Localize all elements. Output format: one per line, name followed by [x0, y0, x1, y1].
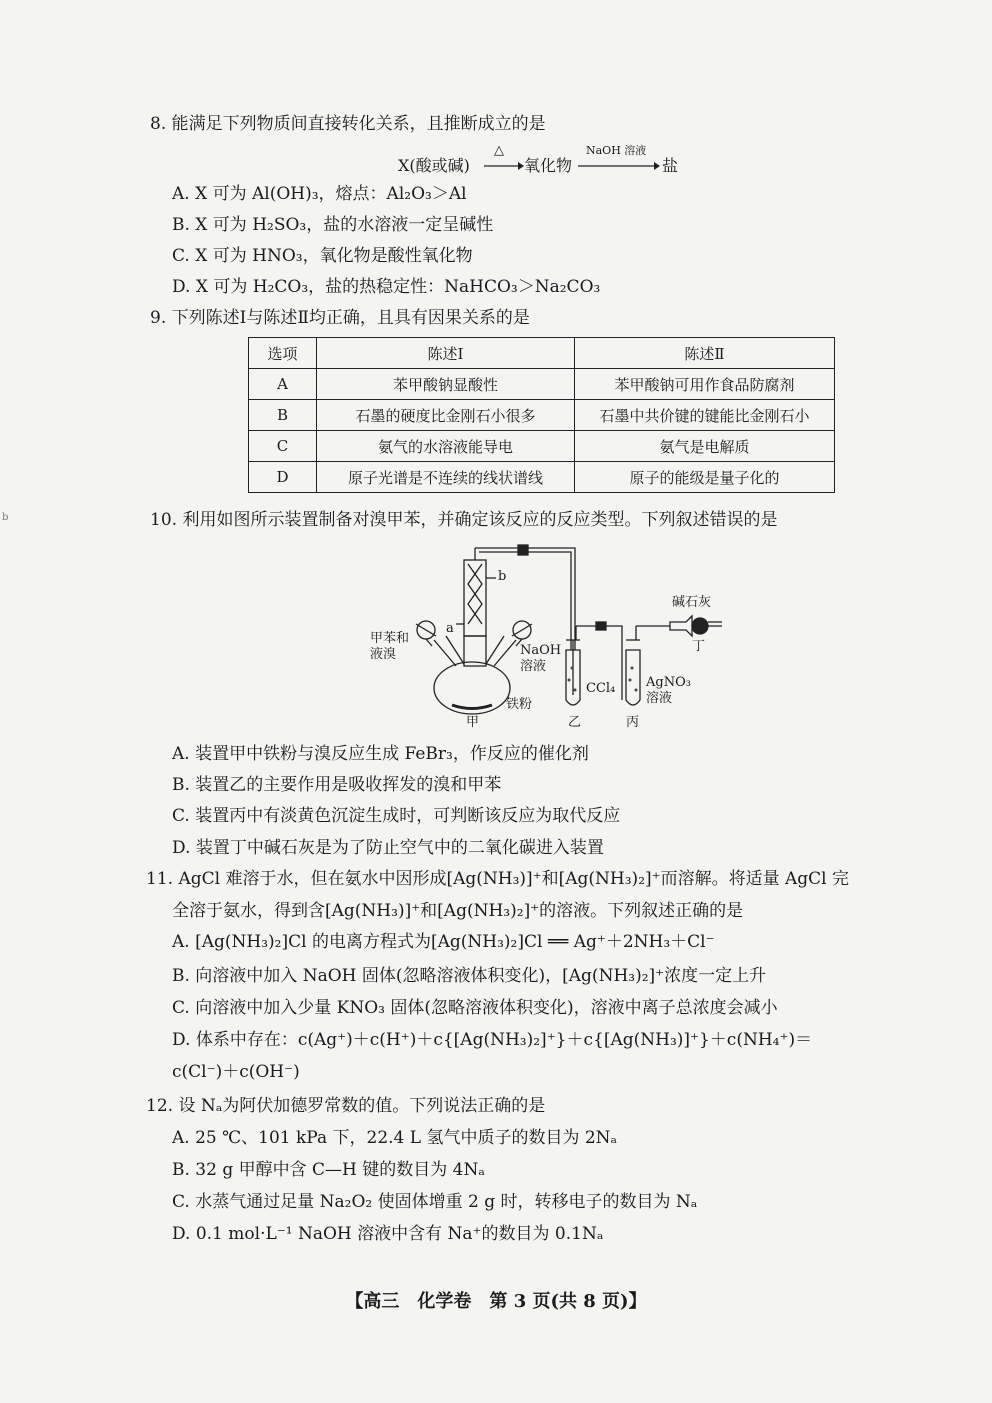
q12-stem: 12. 设 Nₐ为阿伏加德罗常数的值。下列说法正确的是 [146, 1096, 546, 1116]
scheme-naoh-condition: NaOH 溶液 [586, 144, 647, 157]
q8-conversion-scheme [398, 143, 698, 179]
table-cell: 原子光谱是不连续的线状谱线 [317, 462, 575, 493]
q11-option-d: D. 体系中存在：c(Ag⁺)＋c(H⁺)＋c{[Ag(NH₃)₂]⁺}＋c{[Ag(NH₃)]⁺}＋c(NH₄⁺)＝ [172, 1030, 813, 1050]
label-iron-powder: 铁粉 [506, 697, 533, 712]
q11-option-c: C. 向溶液中加入少量 KNO₃ 固体(忽略溶液体积变化)，溶液中离子总浓度会减小 [172, 998, 778, 1018]
label-reagent-2: 液溴 [370, 647, 397, 662]
header-statement-1: 陈述Ⅰ [317, 338, 575, 369]
q12-option-b: B. 32 g 甲醇中含 C—H 键的数目为 4Nₐ [172, 1160, 485, 1180]
table-cell: D [249, 462, 317, 493]
q10-option-c: C. 装置丙中有淡黄色沉淀生成时，可判断该反应为取代反应 [172, 806, 621, 826]
q11-option-d-continued: c(Cl⁻)＋c(OH⁻) [172, 1062, 300, 1082]
table-row [249, 400, 835, 431]
label-soda-lime: 碱石灰 [672, 595, 712, 610]
label-yi: 乙 [568, 715, 582, 730]
table-row [249, 462, 835, 493]
label-ding: 丁 [692, 639, 706, 654]
q12-option-a: A. 25 ℃、101 kPa 下，22.4 L 氢气中质子的数目为 2Nₐ [172, 1128, 618, 1148]
scheme-end: 盐 [662, 156, 679, 175]
arrow-icon [578, 161, 660, 171]
label-agno3-2: 溶液 [646, 691, 673, 706]
q8-option-b: B. X 可为 H₂SO₃，盐的水溶液一定呈碱性 [172, 215, 494, 235]
q10-apparatus-figure [360, 540, 730, 735]
q9-stem: 9. 下列陈述Ⅰ与陈述Ⅱ均正确，且具有因果关系的是 [150, 308, 530, 328]
label-b: b [498, 569, 507, 584]
label-naoh: NaOH [520, 643, 562, 658]
label-ccl4: CCl₄ [586, 681, 616, 696]
label-naoh-2: 溶液 [520, 659, 547, 674]
apparatus-drawing [360, 540, 730, 735]
table-cell: C [249, 431, 317, 462]
q10-option-d: D. 装置丁中碱石灰是为了防止空气中的二氧化碳进入装置 [172, 838, 604, 858]
margin-mark: b [2, 512, 9, 523]
q12-option-d: D. 0.1 mol·L⁻¹ NaOH 溶液中含有 Na⁺的数目为 0.1Nₐ [172, 1224, 604, 1244]
label-a: a [446, 621, 454, 636]
q8-option-a: A. X 可为 Al(OH)₃，熔点：Al₂O₃＞Al [172, 184, 467, 204]
table-row [249, 369, 835, 400]
table-cell: 苯甲酸钠显酸性 [317, 369, 575, 400]
table-header-row [249, 338, 835, 369]
label-agno3: AgNO₃ [646, 675, 691, 690]
table-cell: 石墨中共价键的键能比金刚石小 [575, 400, 835, 431]
label-reagent: 甲苯和 [370, 631, 410, 646]
table-cell: 氨气的水溶液能导电 [317, 431, 575, 462]
table-cell: B [249, 400, 317, 431]
table-cell: 原子的能级是量子化的 [575, 462, 835, 493]
label-bing: 丙 [626, 715, 640, 730]
q8-stem: 8. 能满足下列物质间直接转化关系，且推断成立的是 [150, 114, 546, 134]
table-cell: 苯甲酸钠可用作食品防腐剂 [575, 369, 835, 400]
q8-option-c: C. X 可为 HNO₃，氧化物是酸性氧化物 [172, 246, 473, 266]
scheme-mid: 氧化物 [524, 156, 573, 175]
q9-table [248, 337, 835, 493]
header-option: 选项 [249, 338, 317, 369]
scheme-heat-condition: △ [494, 143, 504, 158]
q10-option-a: A. 装置甲中铁粉与溴反应生成 FeBr₃，作反应的催化剂 [172, 744, 589, 764]
table-row [249, 431, 835, 462]
label-jia: 甲 [466, 715, 480, 730]
q12-option-c: C. 水蒸气通过足量 Na₂O₂ 使固体增重 2 g 时，转移电子的数目为 Nₐ [172, 1192, 698, 1212]
arrow-icon [484, 161, 524, 171]
q11-stem-2: 全溶于氨水，得到含[Ag(NH₃)]⁺和[Ag(NH₃)₂]⁺的溶液。下列叙述正确的是 [172, 901, 744, 921]
table-cell: 氨气是电解质 [575, 431, 835, 462]
page-footer: 【高三 化学卷 第 3 页(共 8 页)】 [345, 1291, 647, 1312]
scheme-start: X(酸或碱) [398, 156, 470, 175]
table-cell: 石墨的硬度比金刚石小很多 [317, 400, 575, 431]
q11-stem-1: 11. AgCl 难溶于水，但在氨水中因形成[Ag(NH₃)]⁺和[Ag(NH₃)₂]⁺而溶解。将适量 AgCl 完 [146, 869, 850, 889]
table-cell: A [249, 369, 317, 400]
q8-option-d: D. X 可为 H₂CO₃，盐的热稳定性：NaHCO₃＞Na₂CO₃ [172, 277, 601, 297]
q11-option-a: A. [Ag(NH₃)₂]Cl 的电离方程式为[Ag(NH₃)₂]Cl ══ Ag⁺＋2NH₃＋Cl⁻ [172, 932, 715, 952]
header-statement-2: 陈述Ⅱ [575, 338, 835, 369]
q11-option-b: B. 向溶液中加入 NaOH 固体(忽略溶液体积变化)，[Ag(NH₃)₂]⁺浓度一定上升 [172, 966, 767, 986]
q10-option-b: B. 装置乙的主要作用是吸收挥发的溴和甲苯 [172, 775, 502, 795]
q10-stem: 10. 利用如图所示装置制备对溴甲苯，并确定该反应的反应类型。下列叙述错误的是 [150, 510, 778, 530]
